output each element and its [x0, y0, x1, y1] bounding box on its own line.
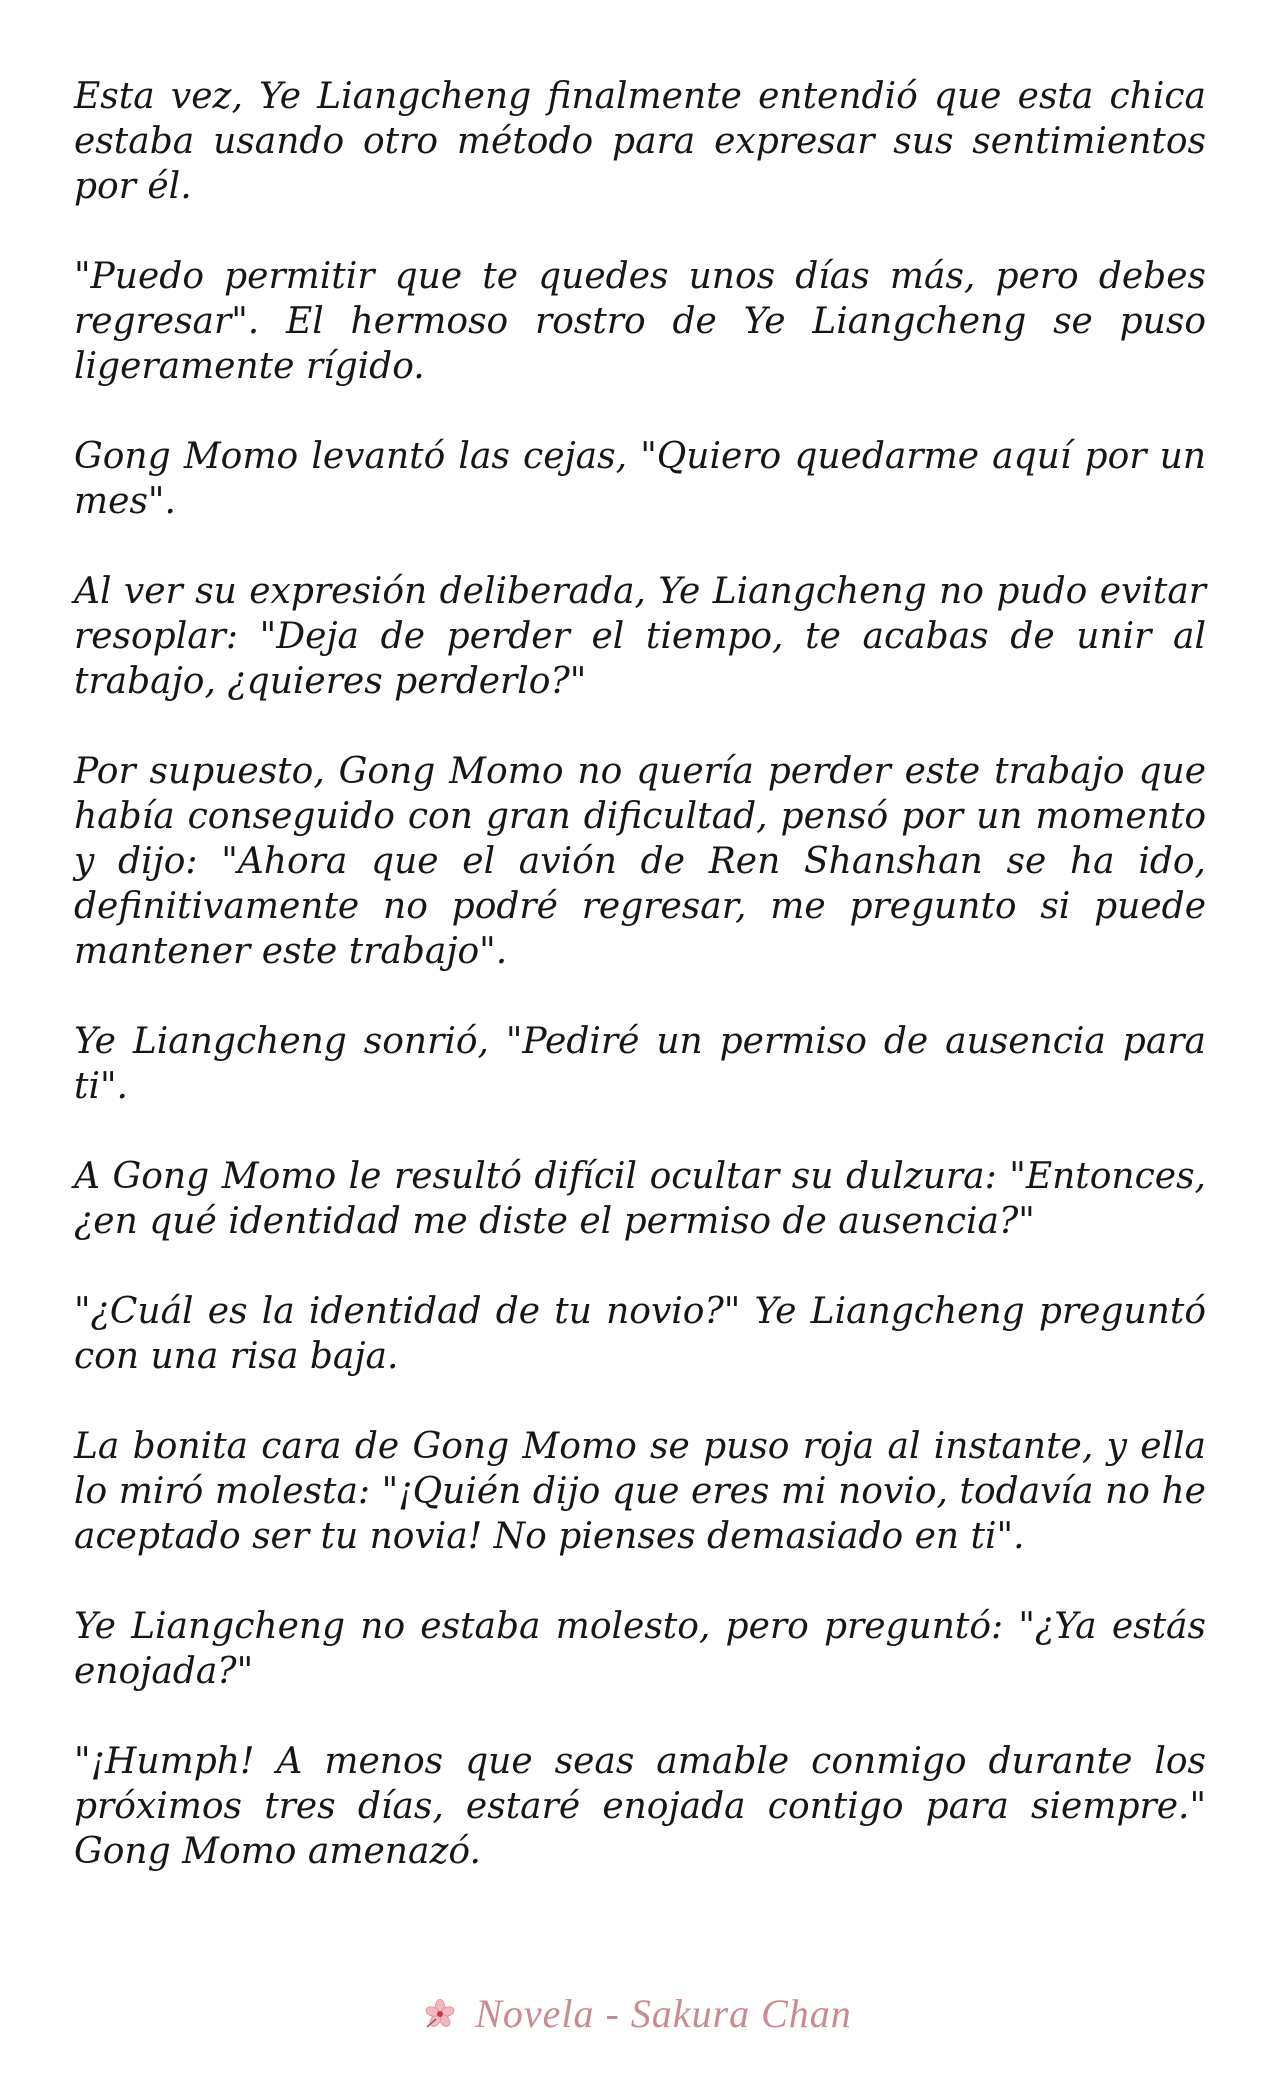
paragraph: Ye Liangcheng no estaba molesto, pero preguntó: "¿Ya estás enojada?": [74, 1606, 1206, 1692]
chapter-text: [74, 74, 1206, 1874]
watermark: [0, 1986, 1275, 2038]
paragraph: La bonita cara de Gong Momo se puso roja al instante, y ella lo miró molesta: "¡Quién dijo que eres mi novio, todavía no he aceptado ser tu novia! No pienses demasiado en ti".: [74, 1426, 1206, 1557]
paragraph: "¿Cuál es la identidad de tu novio?" Ye Liangcheng preguntó con una risa baja.: [74, 1291, 1206, 1377]
paragraph: Ye Liangcheng sonrió, "Pediré un permiso de ausencia para ti".: [74, 1021, 1206, 1107]
paragraph: Por supuesto, Gong Momo no quería perder este trabajo que había conseguido con gran dificultad, pensó por un momento y dijo: "Ahora que el avión de Ren Shanshan se ha ido, definitivamente no podré regresar, me pregunto si puede mantener este trabajo".: [74, 751, 1206, 972]
paragraph: Esta vez, Ye Liangcheng finalmente entendió que esta chica estaba usando otro método para expresar sus sentimientos por él.: [74, 76, 1206, 207]
watermark-text: Novela - Sakura Chan: [475, 1990, 852, 2036]
paragraph: "Puedo permitir que te quedes unos días más, pero debes regresar". El hermoso rostro de Ye Liangcheng se puso ligeramente rígido.: [74, 256, 1206, 387]
paragraph: Al ver su expresión deliberada, Ye Liangcheng no pudo evitar resoplar: "Deja de perder el tiempo, te acabas de unir al trabajo, ¿quieres perderlo?": [74, 571, 1206, 702]
paragraph: "¡Humph! A menos que seas amable conmigo durante los próximos tres días, estaré enojada contigo para siempre." Gong Momo amenazó.: [74, 1741, 1206, 1872]
paragraph: Gong Momo levantó las cejas, "Quiero quedarme aquí por un mes".: [74, 436, 1206, 522]
paragraph: A Gong Momo le resultó difícil ocultar su dulzura: "Entonces, ¿en qué identidad me diste el permiso de ausencia?": [74, 1156, 1206, 1242]
sakura-flower-icon: [423, 1997, 457, 2031]
